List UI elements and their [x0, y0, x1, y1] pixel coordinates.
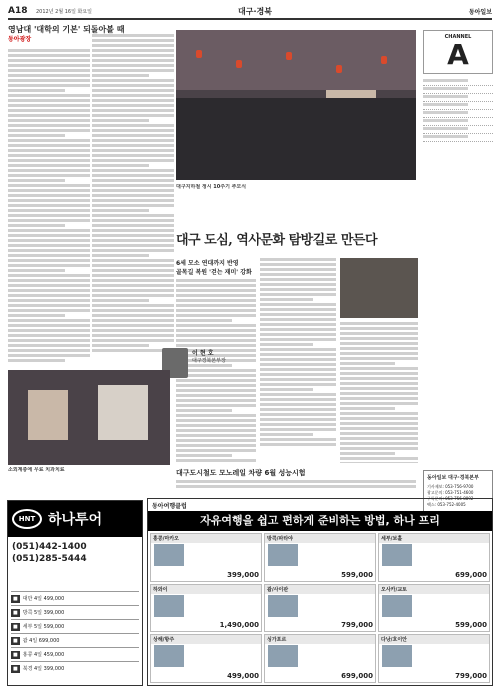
text-line: [340, 442, 418, 445]
text-line: [92, 54, 174, 57]
text-line: [92, 344, 149, 347]
text-line: [8, 179, 65, 182]
text-line: [92, 159, 174, 162]
text-line: [8, 124, 90, 127]
text-line: [8, 104, 90, 107]
text-line: [92, 169, 174, 172]
text-line: [340, 332, 418, 335]
text-line: [92, 149, 174, 152]
text-line: [92, 49, 174, 52]
hnt-logo-icon: HNT: [12, 509, 42, 529]
text-line: [92, 249, 174, 252]
text-line: [8, 224, 65, 227]
text-line: [8, 334, 90, 337]
text-line: [92, 304, 174, 307]
text-line: [260, 288, 336, 291]
text-line: [260, 378, 336, 381]
ad-row: ■ 홍콩 4일 459,000: [11, 647, 139, 661]
ad2-top: 동아여행클럽: [152, 503, 187, 510]
text-line: [8, 349, 90, 352]
text-line: [260, 408, 336, 411]
text-line: [260, 293, 336, 296]
ad2-cell[interactable]: 상해/항주 499,000: [150, 634, 262, 683]
ad-row: ■ 대만 4일 499,000: [11, 591, 139, 605]
text-line: [8, 99, 90, 102]
text-line: [340, 437, 418, 440]
text-line: [260, 383, 336, 386]
text-line: [340, 367, 418, 370]
text-line: [92, 314, 174, 317]
ad-phone-1: (051)442-1400: [12, 542, 87, 552]
text-line: [92, 244, 174, 247]
text-line: [260, 373, 336, 376]
text-line: [92, 319, 174, 322]
text-line: [176, 444, 256, 447]
text-line: [260, 328, 336, 331]
text-line: [176, 399, 256, 402]
text-line: [8, 259, 90, 262]
text-line: [340, 382, 418, 385]
text-line: [176, 304, 256, 307]
text-line: [8, 79, 90, 82]
text-line: [340, 392, 418, 395]
text-line: [92, 254, 149, 257]
text-line: [340, 322, 418, 325]
text-line: [176, 424, 256, 427]
issue-date: 2012년 2월 16일 화요일: [36, 9, 93, 15]
ad2-cell[interactable]: 방콕/파타야 599,000: [264, 533, 376, 582]
text-line: [260, 368, 336, 371]
text-line: [8, 69, 90, 72]
text-line: [176, 299, 256, 302]
text-line: [176, 369, 256, 372]
text-line: [92, 274, 174, 277]
ad-row: ■ 세부 5일 599,000: [11, 619, 139, 633]
text-line: [8, 354, 90, 357]
text-line: [92, 184, 174, 187]
ad2-cell[interactable]: 괌/사이판 799,000: [264, 584, 376, 633]
text-line: [8, 134, 65, 137]
text-line: [92, 309, 174, 312]
text-line: [340, 452, 395, 455]
text-line: [92, 84, 174, 87]
text-line: [8, 359, 65, 362]
text-line: [260, 348, 336, 351]
text-line: [92, 139, 174, 142]
text-line: [8, 324, 90, 327]
main-photo: [176, 30, 416, 180]
text-line: [8, 254, 90, 257]
subhead-1: 6세 모소 연대까지 반영: [176, 260, 239, 267]
text-line: [92, 174, 174, 177]
ad2-grid: [150, 533, 490, 683]
text-line: [92, 334, 174, 337]
text-line: [340, 432, 418, 435]
text-line: [340, 447, 418, 450]
text-line: [92, 269, 174, 272]
text-line: [260, 358, 336, 361]
ad2-cell[interactable]: 하와이 1,490,000: [150, 584, 262, 633]
author-name: 이 현 호: [192, 350, 214, 357]
text-line: [260, 403, 336, 406]
text-line: [340, 397, 418, 400]
text-line: [92, 229, 174, 232]
text-line: [8, 59, 90, 62]
text-line: [260, 323, 336, 326]
text-line: [260, 398, 336, 401]
text-line: [8, 274, 90, 277]
text-line: [340, 342, 418, 345]
text-line: [8, 149, 90, 152]
text-line: [176, 449, 256, 452]
text-line: [8, 279, 90, 282]
text-line: [8, 109, 90, 112]
text-line: [92, 209, 149, 212]
text-line: [260, 428, 336, 431]
text-line: [340, 402, 418, 405]
text-line: [92, 34, 174, 37]
text-line: [8, 284, 90, 287]
text-line: [176, 394, 256, 397]
text-line: [8, 299, 90, 302]
hanatour-ad[interactable]: [7, 500, 143, 686]
text-line: [340, 327, 418, 330]
text-line: [92, 154, 174, 157]
text-line: [176, 414, 256, 417]
contact-item: 기사제보: 053-756-9700: [427, 484, 474, 489]
text-line: [92, 114, 174, 117]
ad-row: ■ 방콕 5일 399,000: [11, 605, 139, 619]
text-line: [92, 329, 174, 332]
text-line: [8, 184, 90, 187]
text-line: [260, 273, 336, 276]
paper-name: 동아일보: [468, 9, 492, 16]
text-line: [8, 189, 90, 192]
text-line: [260, 433, 313, 436]
text-line: [8, 319, 90, 322]
text-line: [340, 417, 418, 420]
text-line: [92, 284, 174, 287]
text-line: [8, 294, 90, 297]
text-line: [92, 194, 174, 197]
text-line: [8, 89, 65, 92]
text-line: [340, 427, 418, 430]
text-line: [8, 264, 90, 267]
text-line: [340, 362, 395, 365]
text-line: [8, 119, 90, 122]
text-line: [8, 154, 90, 157]
text-line: [176, 309, 256, 312]
text-line: [92, 39, 174, 42]
text-line: [176, 374, 256, 377]
text-line: [340, 457, 418, 460]
text-line: [260, 418, 336, 421]
main-article-col2: [260, 258, 336, 463]
ad2-cell[interactable]: 홍콩/마카오 399,000: [150, 533, 262, 582]
text-line: [92, 199, 174, 202]
text-line: [8, 94, 90, 97]
text-line: [176, 409, 232, 412]
ad2-cell[interactable]: 오사카/교토 599,000: [378, 584, 490, 633]
main-headline: 대구 도심, 역사문화 탐방길로 만든다: [176, 233, 377, 248]
text-line: [8, 114, 90, 117]
text-line: [8, 84, 90, 87]
text-line: [260, 333, 336, 336]
section-title: 대구·경북: [238, 7, 272, 16]
text-line: [92, 234, 174, 237]
text-line: [92, 119, 149, 122]
contact-box-title: 동아일보 대구·경북본부: [427, 475, 479, 481]
text-line: [340, 387, 418, 390]
text-line: [176, 459, 256, 462]
channel-a-box: [423, 30, 493, 74]
text-line: [8, 174, 90, 177]
text-line: [260, 318, 336, 321]
text-line: [8, 329, 90, 332]
text-line: [8, 289, 90, 292]
text-line: [92, 239, 174, 242]
text-line: [176, 279, 256, 282]
ad-phones: [8, 537, 142, 569]
text-line: [176, 289, 256, 292]
text-line: [8, 249, 90, 252]
text-line: [8, 214, 90, 217]
text-line: [176, 339, 256, 342]
text-line: [260, 303, 336, 306]
text-line: [260, 263, 336, 266]
left-photo: [8, 370, 170, 465]
text-line: [260, 393, 336, 396]
text-line: [92, 109, 174, 112]
text-line: [92, 129, 174, 132]
text-line: [176, 344, 256, 347]
text-line: [8, 139, 90, 142]
text-line: [176, 329, 256, 332]
text-line: [8, 219, 90, 222]
text-line: [92, 64, 174, 67]
text-line: [8, 159, 90, 162]
text-line: [92, 214, 174, 217]
text-line: [92, 59, 174, 62]
lower-article-title: 대구도시철도 모노레일 차량 6월 성능시험: [176, 469, 306, 477]
text-line: [92, 279, 174, 282]
text-line: [340, 347, 418, 350]
main-photo-caption: 대구지하철 정시 10주기 추모식: [176, 184, 247, 190]
ad2-cell[interactable]: 세부/보홀 699,000: [378, 533, 490, 582]
text-line: [92, 339, 174, 342]
text-line: [8, 49, 90, 52]
text-line: [8, 194, 90, 197]
text-line: [8, 164, 90, 167]
text-line: [176, 429, 256, 432]
text-line: [176, 404, 256, 407]
text-line: [92, 179, 174, 182]
text-line: [340, 377, 418, 380]
text-line: [92, 204, 174, 207]
text-line: [260, 313, 336, 316]
text-line: [260, 258, 336, 261]
text-line: [340, 372, 418, 375]
left-column-title: 영남대 '대학의 기본' 되돌아볼 때: [8, 24, 125, 34]
text-line: [92, 69, 174, 72]
text-line: [176, 314, 256, 317]
text-line: [92, 189, 174, 192]
text-line: [176, 454, 232, 457]
ad2-slogan: 자유여행을 쉽고 편하게 준비하는 방법, 하나 프리: [148, 511, 492, 531]
contact-item: 팩스: 053-752-4005: [427, 502, 466, 507]
left-photo-caption: 소외계층에 무료 치과치료: [8, 467, 65, 473]
text-line: [340, 462, 418, 463]
text-line: [340, 412, 418, 415]
text-line: [260, 268, 336, 271]
text-line: [92, 259, 174, 262]
text-line: [176, 389, 256, 392]
text-line: [260, 363, 336, 366]
text-line: [92, 294, 174, 297]
text-line: [176, 384, 256, 387]
text-line: [176, 319, 232, 322]
text-line: [8, 144, 90, 147]
text-line: [176, 419, 256, 422]
text-line: [8, 244, 90, 247]
text-line: [260, 278, 336, 281]
channel-letter: A: [447, 38, 469, 71]
text-line: [340, 352, 418, 355]
text-line: [260, 438, 336, 441]
text-line: [92, 74, 149, 77]
text-line: [92, 134, 174, 137]
contact-item: 구독문의: 053-756-8892: [427, 496, 474, 501]
text-line: [176, 434, 256, 437]
text-line: [260, 283, 336, 286]
text-line: [8, 64, 90, 67]
table-of-contents: [423, 78, 493, 142]
text-line: [260, 338, 336, 341]
text-line: [8, 304, 90, 307]
text-line: [340, 422, 418, 425]
text-line: [92, 79, 174, 82]
text-line: [8, 209, 90, 212]
text-line: [260, 353, 336, 356]
text-line: [176, 294, 256, 297]
text-line: [176, 334, 256, 337]
page-number: A18: [8, 6, 28, 16]
article-photo: [340, 258, 418, 318]
text-line: [92, 219, 174, 222]
ad-row: ■ 북경 4일 399,000: [11, 661, 139, 675]
text-line: [8, 314, 65, 317]
ad-phone-2: (051)285-5444: [12, 554, 87, 564]
text-line: [8, 129, 90, 132]
text-line: [8, 199, 90, 202]
text-line: [8, 239, 90, 242]
text-line: [8, 309, 90, 312]
text-line: [8, 269, 65, 272]
text-line: [260, 308, 336, 311]
text-line: [260, 423, 336, 426]
ad2-cell[interactable]: 싱가포르 699,000: [264, 634, 376, 683]
sidebar: [423, 30, 493, 142]
text-line: [176, 349, 256, 352]
text-line: [260, 388, 313, 391]
text-line: [176, 324, 256, 327]
text-line: [340, 407, 395, 410]
text-line: [92, 289, 174, 292]
byline: 동아광장: [8, 36, 32, 43]
text-line: [260, 343, 313, 346]
left-column-article: [8, 34, 90, 364]
text-line: [92, 324, 174, 327]
ad2-cell[interactable]: 다낭/호이안 799,000: [378, 634, 490, 683]
text-line: [340, 337, 418, 340]
text-line: [176, 439, 256, 442]
author-role: 대구경북본부장: [192, 358, 226, 364]
text-line: [8, 74, 90, 77]
text-line: [260, 413, 336, 416]
ad-rows: [11, 591, 139, 683]
text-line: [92, 44, 174, 47]
text-line: [8, 204, 90, 207]
main-article-col3: [340, 322, 418, 463]
subhead-1b: 골목길 복원 '걷는 재미' 강화: [176, 269, 252, 276]
text-line: [8, 54, 90, 57]
text-line: [92, 164, 149, 167]
text-line: [176, 379, 256, 382]
second-column-text: [92, 34, 174, 364]
page-header: [8, 6, 492, 20]
text-line: [260, 443, 336, 446]
text-line: [92, 224, 174, 227]
text-line: [92, 94, 174, 97]
text-line: [92, 264, 174, 267]
text-line: [92, 299, 149, 302]
text-line: [8, 169, 90, 172]
text-line: [92, 124, 174, 127]
contact-item: 광고문의: 053-751-4600: [427, 490, 474, 495]
text-line: [8, 339, 90, 342]
text-line: [8, 234, 90, 237]
channel-label: CHANNEL: [444, 34, 472, 40]
ad-brand: HNT 하나투어: [8, 501, 142, 537]
text-line: [92, 89, 174, 92]
text-line: [176, 284, 256, 287]
text-line: [92, 104, 174, 107]
ad-row: ■ 괌 4일 699,000: [11, 633, 139, 647]
travel-ad[interactable]: [147, 498, 493, 686]
text-line: [8, 344, 90, 347]
text-line: [92, 99, 174, 102]
text-line: [8, 229, 90, 232]
text-line: [260, 298, 313, 301]
lower-article-text: [176, 480, 416, 494]
text-line: [340, 357, 418, 360]
text-line: [92, 144, 174, 147]
